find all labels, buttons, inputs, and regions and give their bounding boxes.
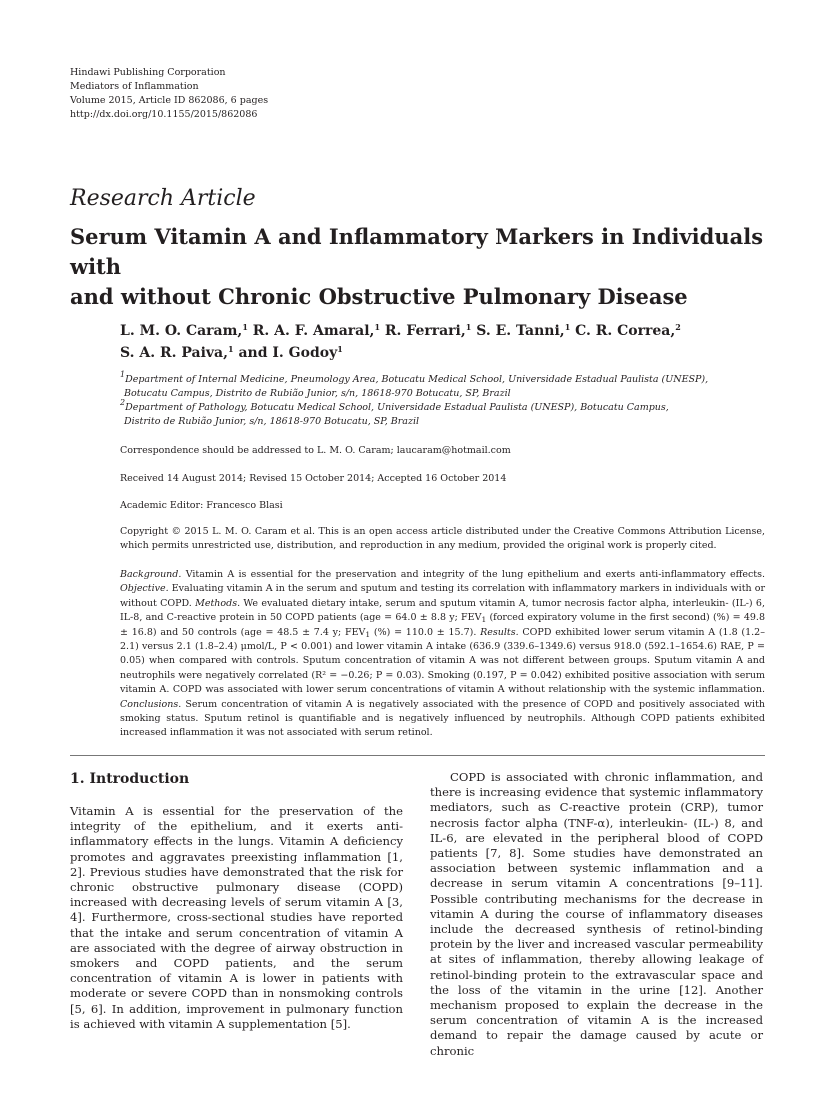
abstract-label-conclusions: Conclusions. [120,698,182,710]
author: C. R. Correa,$^2$ [575,322,681,339]
article-type: Research Article [70,186,256,211]
journal-name: Mediators of Inflammation [70,81,199,92]
abstract-label-background: Background. [120,569,182,580]
affiliations [120,370,740,429]
intro-paragraph-2: COPD is associated with chronic inflammation, and there is increasing evidence that systemic inflammatory mediators, such as C-reactive protein (CRP), tumor necrosis factor alpha (TNF-α), interleukin- (IL-) 8, and IL-6, are elevated in the peripheral blood of COPD patients [7, 8]. Some studies have demonstrated an association between systemic inflammation and a decrease in serum vitamin A concentrations [9–11]. Possible contributing mechanisms for the decrease in vitamin A during the course of inflammatory diseases include the decreased synthesis of retinol-binding protein by the liver and increased vascular permeability at sites of inflammation, thereby allowing leakage of retinol-binding protein to the extravascular space and the loss of the vitamin in the urine [12]. Another mechanism proposed to explain the decrease in the serum concentration of vitamin A is the increased demand to repair the damage caused by acute or chronic [430,770,763,1058]
affiliation-marker: 1 [337,344,343,354]
abstract-methods: We evaluated dietary intake, serum and sputum vitamin A, tumor necrosis factor alpha, interleukin- (IL-) 6, IL-8, and C-reactive protein in 50 COPD patients (age = 64.0 ± 8.8 y; FEV [120,597,765,624]
copyright-notice: Copyright © 2015 L. M. O. Caram et al. This is an open access article distributed under the Creative Commons Attribution License, which permits unrestricted use, distribution, and reproduction in any medium, provided the original work is properly cited. [120,526,765,551]
correspondence: Correspondence should be addressed to L. M. O. Caram; laucaram@hotmail.com [120,445,511,456]
section-divider [70,755,765,756]
affiliation-marker: 1 [227,344,234,354]
body-column-right [430,770,763,1059]
doi-link[interactable]: http://dx.doi.org/10.1155/2015/862086 [70,109,258,120]
affiliation-marker: 1 [242,322,248,332]
academic-editor: Academic Editor: Francesco Blasi [120,500,283,511]
affiliation-marker: 1 [465,322,472,332]
abstract-objective: Evaluating vitamin A in the serum and sputum and testing its correlation with inflammatory markers in individuals with or without COPD. [120,583,765,609]
abstract-label-objective: Objective. [120,583,169,595]
affiliation-2-cont: Distrito de Rubião Junior, s/n, 18618-970 Botucatu, SP, Brazil [124,416,420,427]
publisher-line: Hindawi Publishing Corporation [70,67,226,78]
section-heading: 1. Introduction [70,771,190,787]
affiliation-marker: 2 [675,322,681,332]
intro-paragraph-1: Vitamin A is essential for the preservation of the integrity of the epithelium, and it exerts anti-inflammatory effects in the lungs. Vitamin A deficiency promotes and aggravates preexisting inflammation [1, 2]. Previous studies have demonstrated that the risk for chronic obstructive pulmonary disease (COPD) increased with decreasing levels of serum vitamin A [3, 4]. Furthermore, cross-sectional studies have reported that the intake and serum concentration of vitamin A are associated with the degree of airway obstruction in smokers and COPD patients, and the serum concentration of vitamin A is lower in patients with moderate or severe COPD than in nonsmoking controls [5, 6]. In addition, improvement in pulmonary function is achieved with vitamin A supplementation [5]. [70,804,403,1031]
author: S. A. R. Paiva,$^1$ [120,344,234,361]
affiliation-2: $^2$Department of Pathology, Botucatu Medical School, Universidade Estadual Paulista (UNESP), Botucatu Campus, [120,398,669,413]
affiliation-marker: 1 [374,322,381,332]
abstract-results: COPD exhibited lower serum vitamin A (1.8 (1.2–2.1) versus 2.1 (1.8–2.4) μmol/L, P < 0.001) and lower vitamin A intake (636.9 (339.6–1349.6) versus 918.0 (592.1–1654.6) RAE, P = 0.05) when compared with controls. Sputum concentration of vitamin A was not different between groups. Sputum vitamin A and neutrophils were negatively correlated (R² = −0.26; P = 0.03). Smoking (0.197, P = 0.042) exhibited positive association with serum vitamin A. COPD was associated with lower serum concentrations of vitamin A without relationship with the systemic inflammation. [120,626,765,696]
author-list [120,320,740,364]
title-line: Serum Vitamin A and Inflammatory Markers in Individuals with [70,224,764,279]
title-line: and without Chronic Obstructive Pulmonary Disease [70,284,688,309]
abstract-background: Vitamin A is essential for the preservation and integrity of the lung epithelium and exerts anti-inflammatory effects. [185,569,765,580]
abstract-label-methods: Methods. [195,597,241,609]
received-dates: Received 14 August 2014; Revised 15 October 2014; Accepted 16 October 2014 [120,473,507,484]
body-column-left [70,770,403,1032]
abstract-conclusions: Serum concentration of vitamin A is negatively associated with the presence of COPD and positively associated with smoking status. Sputum retinol is quantifiable and is negatively influenced by neutrophils. Although COPD patients exhibited increased inflammation it was not associated with serum retinol. [120,698,766,739]
volume-line: Volume 2015, Article ID 862086, 6 pages [70,95,269,106]
author: and I. Godoy$^1$ [238,344,343,361]
abstract-label-results: Results. [480,626,519,638]
author: L. M. O. Caram,$^1$ [120,322,248,339]
author: R. A. F. Amaral,$^1$ [252,322,381,339]
affiliation-1: $^1$Department of Internal Medicine, Pneumology Area, Botucatu Medical School, Universidade Estadual Paulista (UNESP), [120,370,709,385]
affiliation-marker: 1 [564,322,571,332]
article-title [70,222,770,312]
author: S. E. Tanni,$^1$ [476,322,571,339]
affiliation-1-cont: Botucatu Campus, Distrito de Rubião Junior, s/n, 18618-970 Botucatu, SP, Brazil [124,388,511,399]
abstract: Background. Vitamin A is essential for the preservation and integrity of the lung epithelium and exerts anti-inflammatory effects. Objective. Evaluating vitamin A in the serum and sputum and testing its correlation with inflammatory markers in individuals with or without COPD. Methods. We evaluated dietary intake, serum and sputum vitamin A, tumor necrosis factor alpha, interleukin- (IL-) 6, IL-8, and C-reactive protein in 50 COPD patients (age = 64.0 ± 8.8 y; $FEV_1$ (forced expiratory volume in the first second) (%) = 49.8 ± 16.8) and 50 controls (age = 48.5 ± 7.4 y; $FEV_1$ (%) = 110.0 ± 15.7). Results. COPD exhibited lower serum vitamin A (1.8 (1.2–2.1) versus 2.1 (1.8–2.4) μmol/L, P < 0.001) and lower vitamin A intake (636.9 (339.6–1349.6) versus 918.0 (592.1–1654.6) RAE, P = 0.05) when compared with controls. Sputum concentration of vitamin A was not different between groups. Sputum vitamin A and neutrophils were negatively correlated (R² = −0.26; P = 0.03). Smoking (0.197, P = 0.042) exhibited positive association with serum vitamin A. COPD was associated with lower serum concentrations of vitamin A without relationship with the systemic inflammation. Conclusions. Serum concentration of vitamin A is negatively associated with the presence of COPD and positively associated with smoking status. Sputum retinol is quantifiable and is negatively influenced by neutrophils. Although COPD patients exhibited increased inflammation it was not associated with serum retinol. [120,569,766,739]
author: R. Ferrari,$^1$ [384,322,472,339]
journal-header [70,66,268,122]
